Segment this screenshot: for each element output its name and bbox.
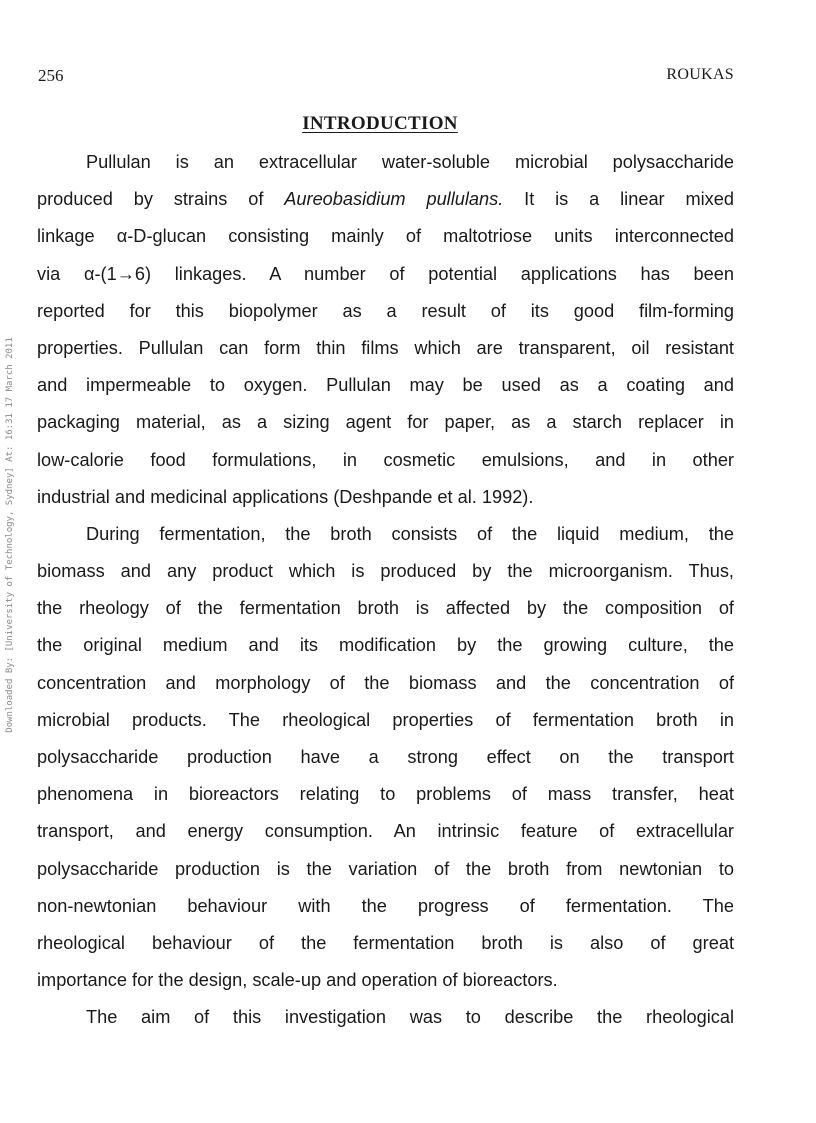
text-line: linkage α-D-glucan consisting mainly of maltotriose units interconnected [37, 226, 734, 247]
text-line: concentration and morphology of the biomass and the concentration of [37, 672, 734, 693]
text-line-start: produced by strains of [37, 189, 285, 210]
text-line: polysaccharide production is the variation of the broth from newtonian to [37, 858, 734, 879]
page-number: 256 [38, 66, 64, 85]
section-title: INTRODUCTION [302, 113, 458, 134]
text-line: via α-(1→6) linkages. A number of potential applications has been [37, 263, 734, 284]
text-line: the original medium and its modification by the growing culture, the [37, 635, 734, 656]
text-line-end: It is a linear mixed [503, 189, 734, 210]
text-line: biomass and any product which is produced by the microorganism. Thus, [37, 561, 734, 582]
text-line: and impermeable to oxygen. Pullulan may be used as a coating and [37, 375, 734, 396]
running-head: ROUKAS [666, 66, 734, 83]
text-line: polysaccharide production have a strong effect on the transport [37, 747, 734, 767]
text-line: packaging material, as a sizing agent for paper, as a starch replacer in [37, 412, 734, 433]
text-line: reported for this biopolymer as a result of its good film-forming [37, 300, 734, 321]
text-line: importance for the design, scale-up and operation of bioreactors. [37, 970, 558, 991]
text-line [37, 181, 734, 218]
text-line: microbial products. The rheological properties of fermentation broth in [37, 709, 734, 730]
text-line: non-newtonian behaviour with the progress of fermentation. The [37, 895, 734, 916]
body-text [37, 144, 734, 1037]
text-line: industrial and medicinal applications (Deshpande et al. 1992). [37, 486, 534, 507]
text-line: rheological behaviour of the fermentation broth is also of great [37, 932, 734, 953]
text-line: Pullulan is an extracellular water-soluble microbial polysaccharide [86, 152, 734, 172]
text-line: transport, and energy consumption. An intrinsic feature of extracellular [37, 821, 734, 842]
text-line: During fermentation, the broth consists of the liquid medium, the [86, 523, 734, 544]
text-line: the rheology of the fermentation broth is affected by the composition of [37, 598, 734, 619]
text-line: properties. Pullulan can form thin films which are transparent, oil resistant [37, 337, 734, 358]
text-line: low-calorie food formulations, in cosmetic emulsions, and in other [37, 449, 734, 470]
watermark-text: Downloaded By: [University of Technology, Sydney] At: 16:31 17 March 2011 [5, 337, 15, 733]
text-line: phenomena in bioreactors relating to problems of mass transfer, heat [37, 784, 734, 805]
text-line: The aim of this investigation was to describe the rheological [86, 1007, 734, 1028]
download-watermark [0, 0, 20, 1123]
species-name: Aureobasidium pullulans. [284, 189, 504, 210]
